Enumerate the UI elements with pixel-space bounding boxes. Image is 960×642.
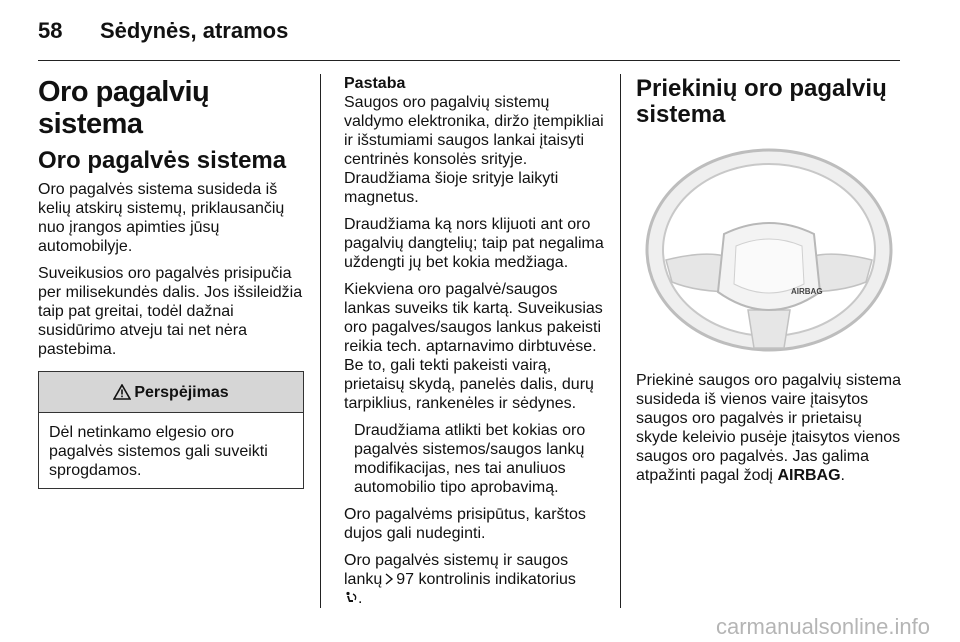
intro-paragraph: Oro pagalvės sistema susideda iš kelių atskirų sistemų, priklausančių nuo įrangos apimties jūsų automobilyje. [38, 181, 285, 255]
airbag-word: AIRBAG [777, 467, 841, 484]
middle-column [344, 74, 606, 616]
airbag-indicator-icon [344, 591, 358, 605]
page-number: 58 [38, 18, 63, 43]
header-divider [38, 60, 900, 61]
note-paragraph-4: Draudžiama atlikti bet kokias oro pagalvės sistemos/saugos lankų modifikacijas, nes tai anuliuos automobilio tipo aprobavimą. [354, 422, 586, 496]
deploy-paragraph: Suveikusios oro pagalvės prisipučia per milisekundės dalis. Jos išsileidžia taip pat greitai, todėl dažnai susidūrimo atveju tai net nėra pastebima. [38, 265, 303, 358]
front-airbag-text: Priekinė saugos oro pagalvių sistema susideda iš vienos vaire įtaisytos saugos oro pagalvės ir prietaisų skyde keleivio pusėje įtaisytos vienos saugos oro pagalvės. Jas galima atpažinti pagal žodį [636, 372, 902, 484]
front-airbag-suffix: . [840, 467, 845, 484]
watermark: carmanualsonline.info [715, 614, 930, 639]
warning-triangle-icon [113, 384, 131, 400]
indicator-text-prefix: Oro pagalvės sistemų ir saugos lankų [344, 552, 569, 588]
warning-title: Perspėjimas [134, 383, 229, 401]
note-paragraph-1: Saugos oro pagalvių sistemų valdymo elektronika, diržo įtempikliai ir išstumiami saugos lankai įtaisyti centrinės konsolės srityje. Draudžiama šioje srityje laikyti magnetus. [344, 94, 604, 206]
note-paragraph-2: Draudžiama ką nors klijuoti ant oro pagalvių dangtelių; taip pat negalima uždengti jų bet kokia medžiaga. [344, 216, 604, 271]
main-heading: Oro pagalvių sistema [38, 76, 210, 140]
warning-box [38, 371, 304, 489]
right-heading: Priekinių oro pagalvių sistema [636, 75, 887, 128]
left-column [38, 74, 304, 489]
column-divider-right [620, 74, 621, 608]
wheel-airbag-label: AIRBAG [791, 287, 823, 296]
warning-header [39, 372, 303, 413]
column-divider-left [320, 74, 321, 608]
indicator-text-suffix: . [358, 590, 363, 607]
page-header [38, 18, 900, 58]
note-title: Pastaba [344, 75, 406, 92]
indicator-reference[interactable]: 97 kontrolinis indikatorius [396, 571, 576, 588]
front-airbag-paragraph [636, 371, 902, 485]
sub-heading: Oro pagalvės sistema [38, 147, 287, 174]
section-title: Sėdynės, atramos [100, 18, 289, 43]
warning-text: Dėl netinkamo elgesio oro pagalvės sistemos gali suveikti sprogdamos. [49, 424, 268, 479]
steering-wheel-illustration [636, 142, 902, 356]
note-paragraph-3: Kiekviena oro pagalvė/saugos lankas suveiks tik kartą. Suveikusias oro pagalves/saugos lankus pakeisti reikia tech. aptarnavimo dirbtuvėse. Be to, gali tekti pakeisti vairą, prietaisų skydą, panelės dalis, durų tarpiklius, rankenėles ir sėdynes. [344, 281, 603, 412]
reference-arrow-icon[interactable] [384, 573, 394, 585]
burn-paragraph: Oro pagalvėms prisipūtus, karštos dujos gali nudeginti. [344, 506, 586, 542]
indicator-paragraph [344, 551, 606, 608]
right-column [636, 74, 902, 493]
